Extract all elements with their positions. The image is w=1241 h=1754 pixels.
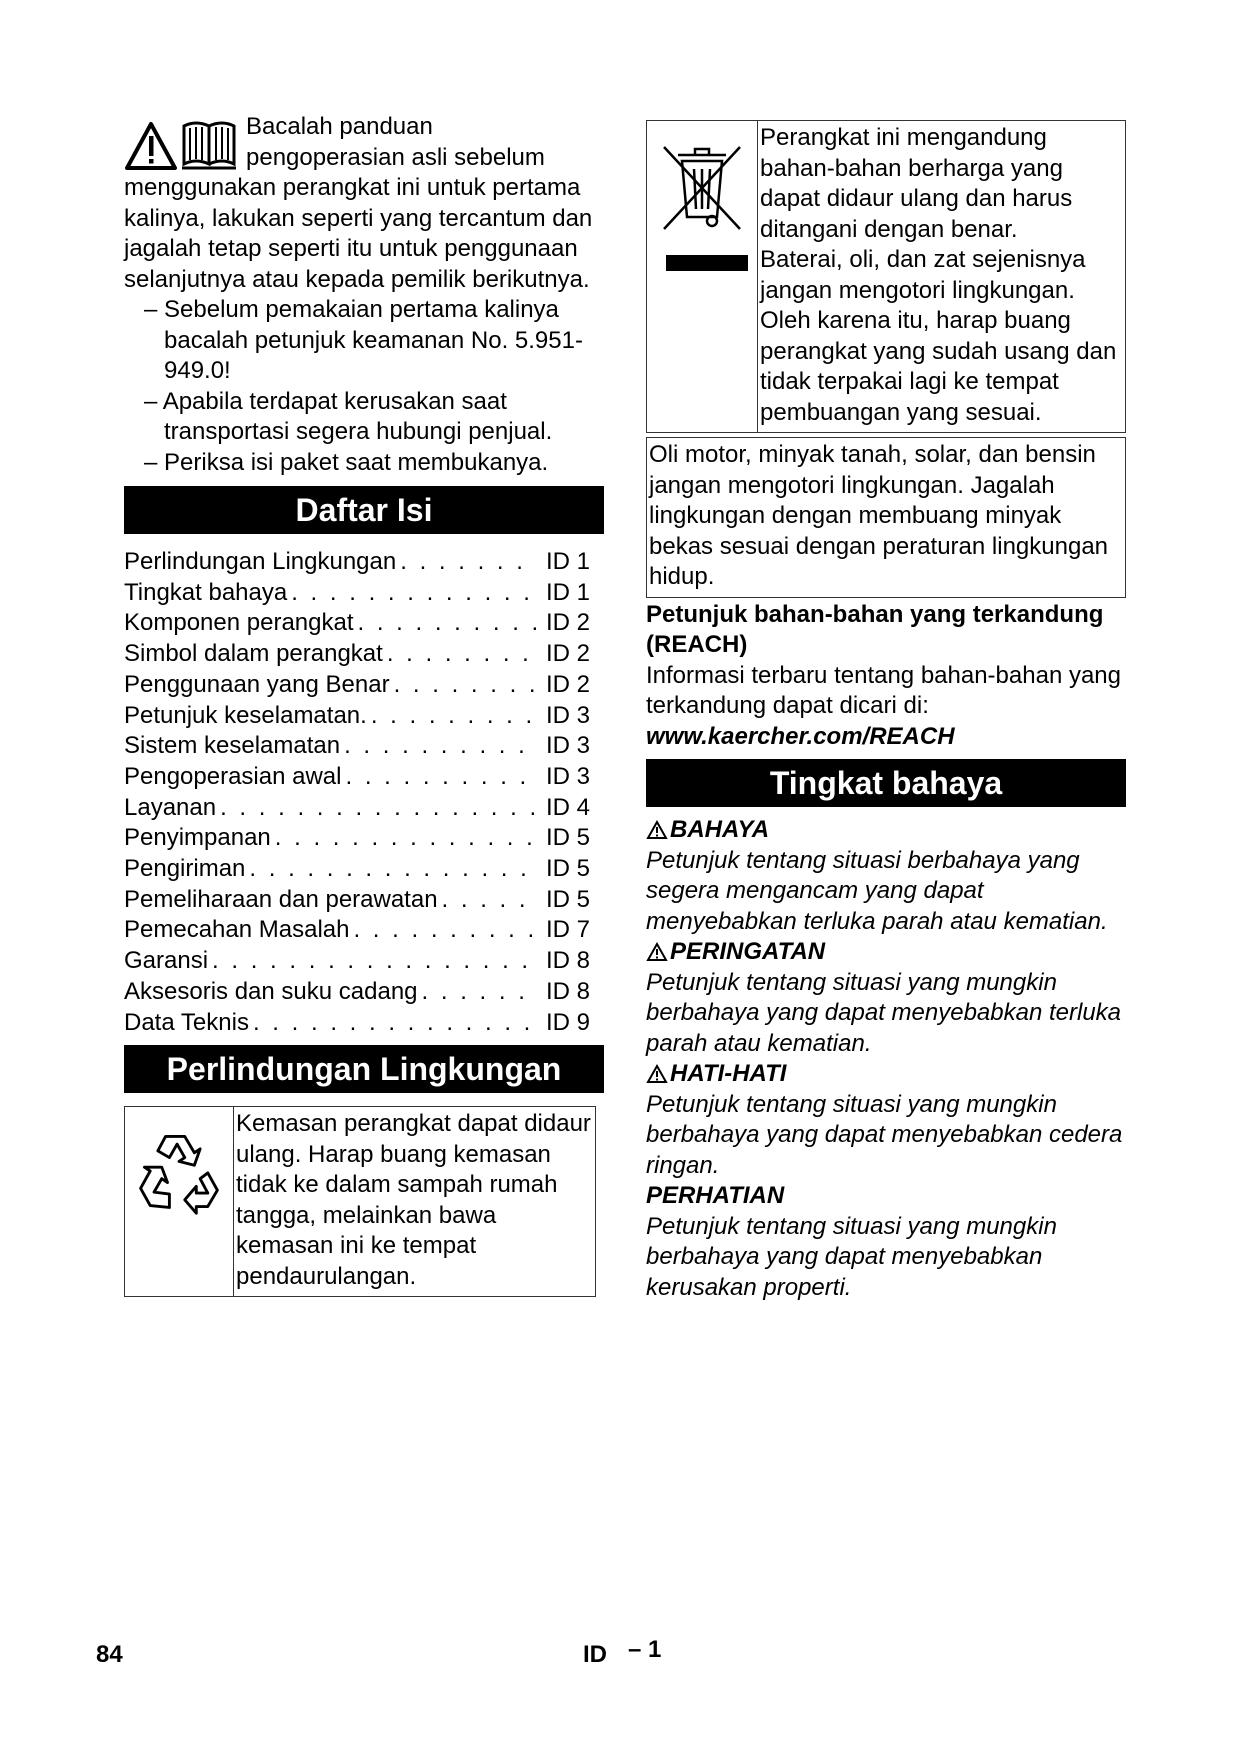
toc-entry-title: Pemeliharaan dan perawatan — [124, 885, 438, 913]
intro-bullet: – Apabila terdapat kerusakan saat transportasi segera hubungi penjual. — [144, 387, 553, 445]
toc-leader-dots — [271, 823, 536, 854]
toc-entry-title: Layanan — [124, 793, 217, 821]
toc-entry — [124, 578, 604, 609]
toc-entry — [124, 977, 604, 1008]
toc-entry-title: Tingkat bahaya — [124, 578, 288, 606]
toc-entry-page: ID 2 — [546, 670, 591, 698]
toc-leader-dots — [396, 547, 536, 578]
toc-leader-dots — [383, 639, 536, 670]
toc-entry-page: ID 1 — [546, 578, 591, 606]
hazard-label — [646, 1181, 1126, 1212]
toc-leader-dots — [390, 670, 536, 701]
toc-entry-page: ID 5 — [546, 885, 591, 913]
hazard-label — [646, 815, 1126, 846]
toc-heading: Daftar Isi — [124, 486, 604, 534]
toc-entry-title: Sistem keselamatan — [124, 732, 341, 760]
warning-manual-icon — [124, 116, 240, 172]
toc-leader-dots — [208, 946, 536, 977]
toc-entry-page: ID 4 — [546, 793, 591, 821]
weee-icon-cell — [647, 121, 758, 433]
toc-entry-title: Penggunaan yang Benar — [124, 670, 390, 698]
hazard-heading: Tingkat bahaya — [646, 759, 1126, 807]
toc-leader-dots — [342, 762, 537, 793]
toc-entry — [124, 946, 604, 977]
toc-entry-page: ID 3 — [546, 762, 591, 790]
toc-entry — [124, 670, 604, 701]
weee-text — [758, 121, 1126, 433]
recycle-text: Kemasan perangkat dapat didaur ulang. Harap buang kemasan tidak ke dalam sampah rumah tangga, melainkan bawa kemasan ini ke tempat pendaurulangan. — [234, 1107, 596, 1297]
toc-entry-title: Perlindungan Lingkungan — [124, 548, 397, 575]
toc-entry-title: Pemecahan Masalah — [124, 916, 350, 944]
toc-entry-title: Penyimpanan — [124, 824, 271, 852]
warning-triangle-icon — [646, 942, 668, 962]
hazard-description: Petunjuk tentang situasi yang mungkin berbahaya yang dapat menyebabkan kerusakan properti. — [646, 1212, 1057, 1301]
toc-entry-title: Simbol dalam perangkat — [124, 640, 383, 668]
toc-entry — [124, 823, 604, 854]
intro-bullet: – Periksa isi paket saat membukanya. — [144, 448, 549, 476]
toc-leader-dots — [216, 793, 536, 824]
warning-triangle-icon — [646, 1064, 668, 1084]
toc-entry — [124, 1008, 604, 1039]
oil-box: Oli motor, minyak tanah, solar, dan bensin jangan mengotori lingkungan. Jagalah lingkungan dengan membuang minyak bekas sesuai dengan peraturan lingkungan hidup. — [646, 437, 1126, 598]
toc-entry-title: Data Teknis — [124, 1008, 249, 1036]
toc-entry — [124, 762, 604, 793]
hazard-description: Petunjuk tentang situasi yang mungkin berbahaya yang dapat menyebabkan terluka parah atau kematian. — [646, 968, 1122, 1057]
hazard-description: Petunjuk tentang situasi berbahaya yang segera mengancam yang dapat menyebabkan terluka parah atau kematian. — [646, 846, 1108, 935]
toc-entry — [124, 885, 604, 916]
hazard-label — [646, 937, 1126, 968]
toc-entry-page: ID 2 — [546, 640, 591, 668]
toc-entry-page: ID 8 — [546, 947, 591, 975]
hazard-levels — [646, 815, 1126, 1303]
toc-entry — [124, 639, 604, 670]
warning-triangle-icon — [646, 820, 668, 840]
hazard-label — [646, 1059, 1126, 1090]
toc-entry — [124, 915, 604, 946]
toc-entry — [124, 854, 604, 885]
intro-icons — [124, 116, 240, 172]
hazard-label-text: PERHATIAN — [646, 1182, 785, 1209]
toc-leader-dots — [249, 1008, 536, 1039]
page-number: 84 — [96, 1641, 123, 1668]
toc-entry-page: ID 3 — [546, 732, 591, 760]
toc-entry — [124, 608, 604, 639]
language-code: ID — [583, 1641, 607, 1668]
toc-entry — [124, 731, 604, 762]
toc-entry-title: Aksesoris dan suku cadang — [124, 977, 418, 1005]
toc-leader-dots — [340, 731, 536, 762]
toc-entry-page: ID 2 — [546, 609, 591, 637]
toc-entry-page: ID 8 — [546, 977, 591, 1005]
env-heading: Perlindungan Lingkungan — [124, 1045, 604, 1093]
weee-text-2: Baterai, oli, dan zat sejenisnya jangan mengotori lingkungan. Oleh karena itu, harap buang perangkat yang sudah usang dan tidak terpakai lagi ke tempat pembuangan yang sesuai. — [760, 246, 1117, 426]
intro-text: menggunakan perangkat ini untuk pertama kalinya, lakukan seperti yang tercantum dan jagalah tetap seperti itu untuk penggunaan selanjutnya atau kepada pemilik berikutnya. — [124, 174, 593, 293]
reach-url: www.kaercher.com/REACH — [646, 722, 955, 750]
toc-entry — [124, 793, 604, 824]
recycle-icon — [131, 1123, 227, 1219]
toc-leader-dots — [287, 578, 536, 609]
hazard-label-text: BAHAYA — [670, 816, 770, 843]
toc-entry — [124, 701, 604, 732]
intro-bullet: – Sebelum pemakaian pertama kalinya bacalah petunjuk keamanan No. 5.951-949.0! — [144, 296, 583, 384]
toc-entry-page: ID 5 — [546, 855, 591, 883]
reach-title: Petunjuk bahan-bahan yang terkandung (REACH) — [646, 600, 1104, 658]
toc-leader-dots — [367, 701, 536, 732]
hazard-label-text: PERINGATAN — [670, 938, 826, 965]
sub-page-number: – 1 — [628, 1636, 662, 1663]
recycle-box — [124, 1106, 596, 1297]
recycle-icon-cell — [125, 1107, 234, 1297]
hazard-label-text: HATI-HATI — [670, 1060, 787, 1087]
right-column — [646, 120, 1126, 1303]
left-column — [124, 112, 604, 1297]
toc-entry-title: Petunjuk keselamatan. — [124, 701, 367, 729]
reach-text: Informasi terbaru tentang bahan-bahan yang terkandung dapat dicari di: — [646, 661, 1121, 719]
toc-leader-dots — [245, 854, 536, 885]
toc-leader-dots — [354, 608, 537, 639]
weee-box — [646, 120, 1126, 433]
toc-entry-page: ID 9 — [546, 1008, 591, 1036]
toc-leader-dots — [418, 977, 536, 1008]
toc-entry-page: ID 7 — [546, 916, 591, 944]
table-of-contents — [124, 547, 604, 1038]
toc-entry-title: Pengiriman — [124, 855, 246, 883]
toc-entry — [124, 547, 604, 578]
hazard-description: Petunjuk tentang situasi yang mungkin berbahaya yang dapat menyebabkan cedera ringan. — [646, 1090, 1123, 1179]
toc-leader-dots — [438, 885, 536, 916]
toc-entry-title: Pengoperasian awal — [124, 762, 342, 790]
crossed-bin-icon — [652, 129, 752, 279]
toc-leader-dots — [349, 915, 536, 946]
intro-line-1: Bacalah panduan — [246, 113, 433, 140]
toc-entry-title: Garansi — [124, 947, 209, 975]
toc-entry-page: ID 3 — [546, 701, 591, 729]
toc-entry-title: Komponen perangkat — [124, 609, 354, 637]
toc-entry-page: ID 5 — [546, 824, 591, 852]
toc-entry-page: ID 1 — [546, 548, 591, 575]
weee-text-1: Perangkat ini mengandung bahan-bahan berharga yang dapat didaur ulang dan harus ditangani dengan benar. — [760, 124, 1073, 243]
intro-line-2: pengoperasian asli sebelum — [246, 143, 545, 171]
